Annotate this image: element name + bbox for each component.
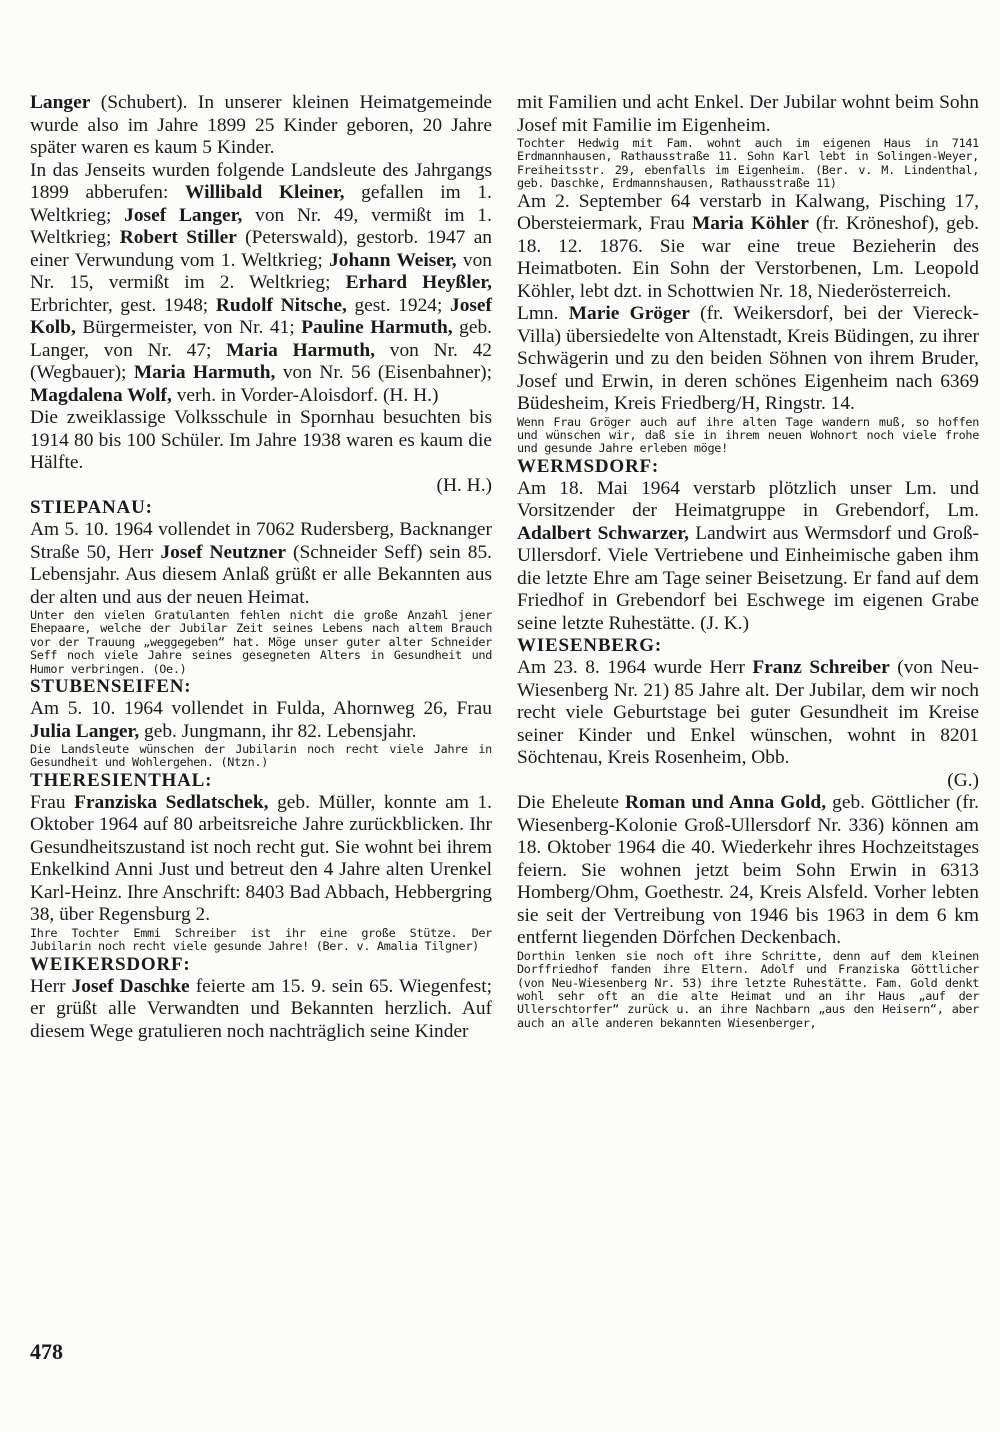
paragraph (517, 792, 979, 950)
person-name: Josef Kolb, (30, 294, 493, 338)
person-name: Franziska Sedlatschek, (74, 791, 269, 813)
text-run: Frau (30, 791, 75, 813)
text-run: Die Eheleute (517, 792, 626, 814)
text-run: Am 2. September 64 verstarb in Kalwang, Pisching 17, Obersteiermark, Frau (517, 190, 979, 235)
text-run: Am 5. 10. 1964 vollendet in Fulda, Ahornweg 26, Frau (30, 698, 492, 720)
text-run: (Schneider Seff) sein 85. Lebensjahr. Aus diesem Anlaß grüßt er alle Bekannten aus der alten und aus der neuen Heimat. (30, 541, 492, 608)
text-run: In das Jenseits wurden folgende Landsleute des Jahrgangs 1899 abberufen: (30, 159, 492, 203)
paragraph (30, 92, 492, 160)
text-run: Am 18. Mai 1964 verstarb plötzlich unser Lm. und Vorsitzender der Heimatgruppe in Grebendorf, Lm. (517, 477, 979, 522)
person-name: Magdalena Wolf, (30, 384, 172, 406)
paragraph (517, 657, 979, 770)
person-name: Josef Neutzner (160, 541, 286, 563)
paragraph (517, 303, 979, 416)
person-name: Robert Stiller (119, 227, 237, 248)
person-name: Maria Harmuth, (133, 362, 276, 383)
text-run: STUBENSEIFEN: (30, 676, 192, 698)
text-run: geb. Langer, von Nr. 47; (30, 317, 492, 361)
text-run: Landwirt aus Wermsdorf und Groß-Ullersdorf. Viele Vertriebene und Einheimische gaben ihm die letzte Ehre am Tage seiner Beisetzung. Er fand auf dem Friedhof in Grebendorf bei Eschwege im eigenen Grabe seine letzte Ruhestätte. (J. K.) (517, 522, 980, 634)
person-name: Marie Gröger (568, 303, 690, 325)
person-name: Erhard Heyßler, (345, 272, 492, 293)
text-run: Bürgermeister, von Nr. 41; (75, 317, 302, 338)
right-column (517, 92, 979, 1030)
note-paragraph (30, 743, 492, 770)
text-run: Lmn. (517, 303, 569, 325)
person-name: Willibald Kleiner, (185, 182, 345, 203)
text-run: Wenn Frau Gröger auch auf ihre alten Tage wandern muß, so hoffen und wünschen wir, daß sie in ihrem neuen Wohnort noch viele frohe und gesunde Jahre erleben möge! (517, 414, 979, 456)
person-name: Maria Köhler (691, 213, 809, 235)
paragraph (30, 519, 492, 609)
text-run: Erbrichter, gest. 1948; (30, 294, 216, 316)
paragraph (30, 475, 492, 498)
left-column (30, 92, 492, 1043)
paragraph (517, 191, 979, 304)
person-name: Josef Daschke (71, 975, 190, 997)
person-name: Julia Langer, (30, 720, 140, 742)
text-run: WIESENBERG: (517, 635, 663, 657)
text-run: THERESIENTHAL: (30, 769, 213, 791)
text-run: Ihre Tochter Emmi Schreiber ist ihr eine große Stütze. Der Jubilarin noch recht viele gesunde Jahre! (Ber. v. Amalia Tilgner) (30, 925, 492, 954)
person-name: Johann Weiser, (329, 249, 457, 271)
text-run: Herr (30, 975, 72, 997)
text-run: Unter den vielen Gratulanten fehlen nicht die große Anzahl jener Ehepaare, welche der Jubilar Zeit seines Lebens nach altem Brauch vor der Trauung „weggegeben“ hat. Möge unser guter alter Schneider Seff noch viele Jahre seines gesegneten Alters in Gesundheit und Humor verbringen. (Oe.) (30, 608, 492, 676)
note-paragraph (517, 137, 979, 191)
text-run: Am 23. 8. 1964 wurde Herr (517, 657, 753, 679)
person-name: Pauline Harmuth, (301, 317, 453, 338)
paragraph (517, 478, 979, 636)
text-run: (fr. Kröneshof), geb. 18. 12. 1876. Sie war eine treue Bezieherin des Heimatboten. Ein Sohn der Verstorbenen, Lm. Leopold Köhler, lebt dzt. in Schottwien Nr. 18, Niederösterreich. (517, 213, 979, 302)
person-name: Josef Langer, (124, 204, 243, 226)
person-name: Rudolf Nitsche, (215, 294, 347, 316)
note-paragraph (517, 416, 979, 456)
page-number: 478 (30, 1339, 63, 1364)
person-name: Langer (30, 92, 91, 113)
section-heading (517, 456, 979, 478)
text-run: geb. Göttlicher (fr. Wiesenberg-Kolonie Groß-Ullersdorf Nr. 336) können am 18. Oktober 1964 die 40. Wiederkehr ihres Hochzeitstages feiern. Sie wohnen jetzt beim Sohn Erwin in 6313 Homberg/Ohm, Goethestr. 24, Kreis Alsfeld. Vorher lebten sie seit der Vertreibung von 1946 bis 1963 in dem 6 km entfernt liegenden Dörfchen Deckenbach. (517, 792, 979, 949)
text-run: (fr. Weikersdorf, bei der Viereck-Villa) übersiedelte von Altenstadt, Kreis Büdingen, zu ihrer Schwägerin und zu den beiden Söhnen von ihrem Bruder, Josef und Erwin, in deren schönes Eigenheim nach 6369 Büdesheim, Kreis Friedberg/H, Ringstr. 14. (517, 303, 979, 415)
text-run: WEIKERSDORF: (30, 953, 191, 975)
note-paragraph (30, 609, 492, 676)
section-heading (30, 676, 492, 698)
section-heading (517, 635, 979, 657)
text-run: von Nr. 49, vermißt im 1. Weltkrieg; (30, 204, 492, 248)
text-run: (von Neu-Wiesenberg Nr. 21) 85 Jahre alt. Der Jubilar, dem wir noch recht viele Geburtstage bei guter Gesundheit im Kreise seiner Kinder und Enkel wünschen, wohnt in 8201 Söchtenau, Kreis Rosenheim, Obb. (517, 657, 979, 769)
paragraph (30, 792, 492, 927)
paragraph (30, 160, 492, 408)
section-heading (30, 770, 492, 792)
paragraph (517, 770, 979, 793)
person-name: Franz Schreiber (752, 657, 890, 679)
text-run: von Nr. 56 (Eisenbahner); (275, 362, 493, 383)
text-run: geb. Müller, konnte am 1. Oktober 1964 auf 80 arbeitsreiche Jahre zurückblicken. Ihr Gesundheitszustand ist noch recht gut. Sie wohnt bei ihrem Enkelkind Anni Just und betreut den 4 Jahre alten Urenkel Karl-Heinz. Ihre Anschrift: 8403 Bad Abbach, Hebbergring 38, über Regensburg 2. (30, 791, 493, 926)
text-run: von Nr. 15, vermißt im 2. Weltkrieg; (30, 249, 493, 293)
text-run: geb. Jungmann, ihr 82. Lebensjahr. (139, 720, 417, 742)
note-paragraph (517, 950, 979, 1030)
paragraph (30, 407, 492, 475)
note-paragraph (30, 927, 492, 954)
paragraph (30, 976, 492, 1044)
text-run: feierte am 15. 9. sein 65. Wiegenfest; er grüßt alle Verwandten und Bekannten herzlich. Auf diesem Wege gratulieren noch nachträglich seine Kinder (30, 975, 493, 1042)
paragraph (517, 92, 979, 137)
text-run: (H. H.) (436, 474, 492, 496)
paragraph (30, 698, 492, 743)
text-run: verh. in Vorder-Aloisdorf. (H. H.) (171, 384, 439, 406)
section-heading (30, 954, 492, 976)
person-name: Maria Harmuth, (226, 339, 375, 361)
text-run: (Peterswald), gestorb. 1947 an einer Verwundung vom 1. Weltkrieg; (30, 227, 492, 271)
text-run: von Nr. 42 (Wegbauer); (30, 339, 492, 383)
text-run: mit Familien und acht Enkel. Der Jubilar wohnt beim Sohn Josef mit Familie im Eigenheim. (517, 92, 979, 136)
text-run: WERMSDORF: (517, 455, 660, 477)
person-name: Roman und Anna Gold, (625, 792, 827, 814)
text-run: gest. 1924; (346, 294, 450, 316)
text-run: Tochter Hedwig mit Fam. wohnt auch im eigenen Haus in 7141 Erdmannhausen, Rathausstraße 11. Sohn Karl lebt in Solingen-Weyer, Freiheitsstr. 29, ebenfalls im Eigenheim. (Ber. v. M. Lindenthal, geb. Daschke, Erdmannshausen, Rathausstraße 11) (517, 136, 979, 191)
text-run: Die Landsleute wünschen der Jubilarin noch recht viele Jahre in Gesundheit und Wohlergehen. (Ntzn.) (30, 742, 492, 770)
text-run: Dorthin lenken sie noch oft ihre Schritte, denn auf dem kleinen Dorffriedhof fanden ihre Eltern. Adolf und Franziska Göttlicher (von Neu-Wiesenberg Nr. 53) ihre letzte Ruhestätte. Fam. Gold denkt wohl sehr oft an die alte Heimat und an ihr Haus „auf der Ullerschtorfer“ zurück u. an ihre Nachbarn „aus den Heisern“, aber auch an alle anderen bekannten Wiesenberger, (517, 948, 979, 1030)
text-run: Die zweiklassige Volksschule in Spornhau besuchten bis 1914 80 bis 100 Schüler. Im Jahre 1938 waren es kaum die Hälfte. (30, 407, 492, 473)
text-run: gefallen im 1. Weltkrieg; (30, 182, 492, 226)
text-run: (G.) (947, 769, 979, 791)
text-run: Am 5. 10. 1964 vollendet in 7062 Rudersberg, Backnanger Straße 50, Herr (30, 519, 492, 563)
text-run: (Schubert). In unserer kleinen Heimatgemeinde wurde also im Jahre 1899 25 Kinder geboren, 20 Jahre später waren es kaum 5 Kinder. (30, 92, 492, 158)
person-name: Adalbert Schwarzer, (517, 522, 689, 544)
section-heading (30, 497, 492, 519)
text-run: STIEPANAU: (30, 497, 153, 518)
